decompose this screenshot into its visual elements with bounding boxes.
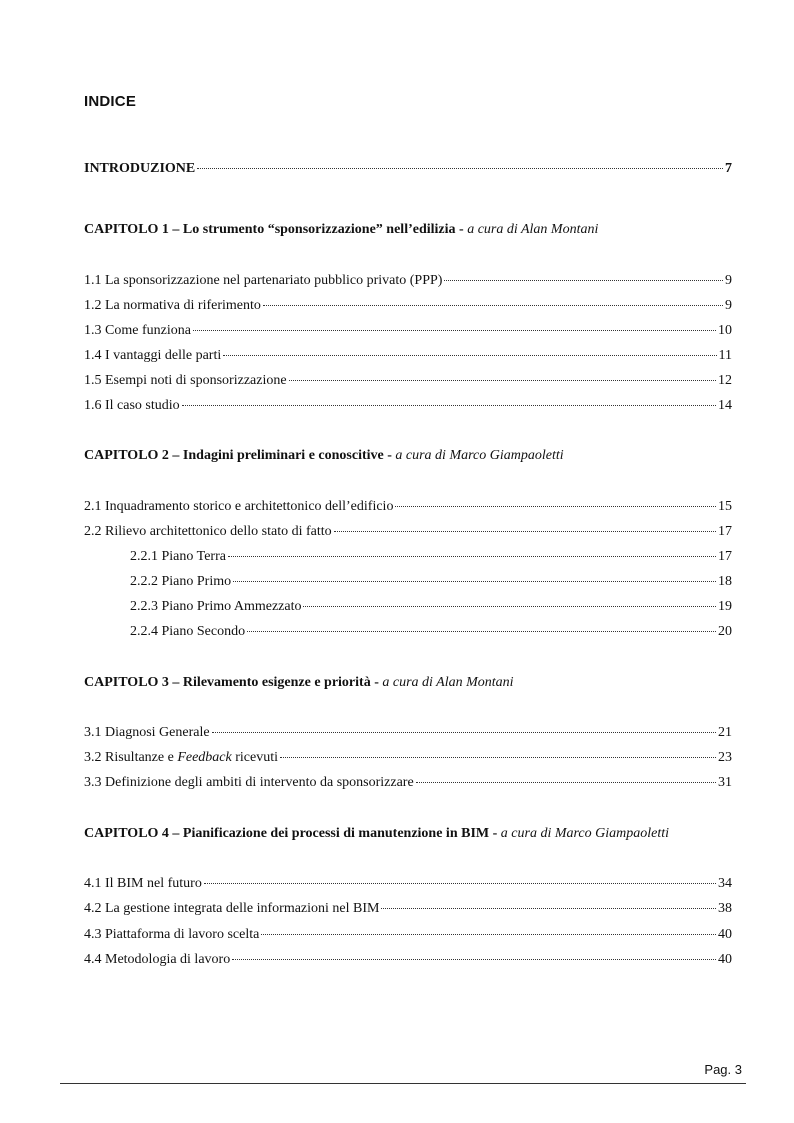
toc-page-number: 40	[718, 952, 732, 967]
chapter-author: a cura di Alan Montani	[382, 675, 514, 690]
dot-leader	[381, 907, 716, 909]
toc-entry-label: 1.2 La normativa di riferimento	[84, 298, 261, 313]
dot-leader	[261, 933, 716, 935]
toc-subentry[interactable]	[130, 598, 732, 616]
dot-leader	[204, 882, 716, 884]
chapter-title: CAPITOLO 3 – Rilevamento esigenze e priorità -	[84, 675, 383, 690]
toc-entry[interactable]	[84, 322, 732, 340]
toc-entry-label: 3.3 Definizione degli ambiti di intervento da sponsorizzare	[84, 775, 414, 790]
toc-page-number: 7	[725, 161, 732, 176]
chapter-heading-4	[84, 825, 744, 843]
toc-entry[interactable]	[84, 926, 732, 944]
toc-entry-label: 4.1 Il BIM nel futuro	[84, 876, 202, 891]
toc-page-number: 20	[718, 624, 732, 639]
toc-page-number: 17	[718, 549, 732, 564]
dot-leader	[334, 530, 716, 532]
toc-entry[interactable]	[84, 347, 732, 365]
toc-page-number: 19	[718, 599, 732, 614]
toc-entry-label: 2.2 Rilievo architettonico dello stato di fatto	[84, 524, 332, 539]
toc-page-number: 31	[718, 775, 732, 790]
toc-page-number: 21	[718, 725, 732, 740]
toc-subentry[interactable]	[130, 573, 732, 591]
toc-entry-label: 2.2.1 Piano Terra	[130, 549, 226, 564]
toc-entry[interactable]	[84, 297, 732, 315]
toc-entry-label: INTRODUZIONE	[84, 161, 196, 176]
toc-subentry[interactable]	[130, 548, 732, 566]
toc-page-number: 9	[725, 273, 732, 288]
toc-page-number: 38	[718, 901, 732, 916]
toc-entry-label: 2.2.2 Piano Primo	[130, 574, 232, 589]
chapter-heading-2	[84, 447, 744, 465]
toc-page-number: 10	[718, 323, 732, 338]
toc-entry-label: 1.4 I vantaggi delle parti	[84, 348, 222, 363]
toc-entry-label: 1.3 Come funziona	[84, 323, 191, 338]
toc-entry[interactable]	[84, 951, 732, 969]
footer-page-number: Pag. 3	[704, 1062, 742, 1077]
toc-page-number: 18	[718, 574, 732, 589]
dot-leader	[212, 731, 716, 733]
chapter-title: CAPITOLO 1 – Lo strumento “sponsorizzazione” nell’edilizia -	[84, 222, 468, 237]
chapter-heading-1	[84, 221, 744, 239]
toc-entry[interactable]	[84, 749, 732, 767]
toc-page-number: 34	[718, 876, 732, 891]
toc-page-number: 17	[718, 524, 732, 539]
toc-entry-label: 4.2 La gestione integrata delle informazioni nel BIM	[84, 901, 380, 916]
toc-entry-label: 3.1 Diagnosi Generale	[84, 725, 210, 740]
toc-entry-introduzione[interactable]	[84, 160, 732, 178]
toc-entry[interactable]	[84, 498, 732, 516]
page-title: INDICE	[84, 93, 137, 110]
dot-leader	[232, 958, 716, 960]
toc-page-number: 12	[718, 373, 732, 388]
dot-leader	[182, 404, 716, 406]
toc-entry[interactable]	[84, 397, 732, 415]
toc-subentry[interactable]	[130, 623, 732, 641]
toc-entry-label-text: ricevuti	[231, 750, 278, 765]
dot-leader	[263, 304, 723, 306]
toc-page-number: 9	[725, 298, 732, 313]
toc-entry[interactable]	[84, 900, 732, 918]
toc-entry-label: 1.5 Esempi noti di sponsorizzazione	[84, 373, 287, 388]
toc-entry-label-text: 3.2 Risultanze e	[84, 750, 178, 765]
toc-entry-label: 1.1 La sponsorizzazione nel partenariato pubblico privato (PPP)	[84, 273, 443, 288]
chapter-title: CAPITOLO 2 – Indagini preliminari e conoscitive -	[84, 448, 396, 463]
toc-entry-label: 2.2.3 Piano Primo Ammezzato	[130, 599, 302, 614]
toc-page-number: 23	[718, 750, 732, 765]
dot-leader	[280, 756, 716, 758]
dot-leader	[223, 354, 716, 356]
dot-leader	[228, 555, 716, 557]
chapter-author: a cura di Alan Montani	[467, 222, 599, 237]
chapter-title: CAPITOLO 4 – Pianificazione dei processi di manutenzione in BIM -	[84, 826, 501, 841]
toc-page-number: 11	[718, 348, 732, 363]
dot-leader	[444, 279, 723, 281]
chapter-heading-3	[84, 674, 744, 692]
toc-entry[interactable]	[84, 372, 732, 390]
chapter-author: a cura di Marco Giampaoletti	[500, 826, 670, 841]
toc-entry-label: 1.6 Il caso studio	[84, 398, 180, 413]
toc-entry-label: 4.3 Piattaforma di lavoro scelta	[84, 927, 260, 942]
toc-entry-label-emphasis: Feedback	[177, 750, 232, 765]
dot-leader	[416, 781, 716, 783]
dot-leader	[395, 505, 716, 507]
toc-entry[interactable]	[84, 774, 732, 792]
dot-leader	[303, 605, 716, 607]
footer-divider	[60, 1083, 746, 1084]
toc-entry[interactable]	[84, 875, 732, 893]
toc-entry[interactable]	[84, 523, 732, 541]
dot-leader	[289, 379, 716, 381]
toc-entry-label: 2.1 Inquadramento storico e architettonico dell’edificio	[84, 499, 394, 514]
toc-page-number: 40	[718, 927, 732, 942]
toc-page-number: 15	[718, 499, 732, 514]
toc-entry[interactable]	[84, 724, 732, 742]
chapter-author: a cura di Marco Giampaoletti	[395, 448, 564, 463]
toc-entry[interactable]	[84, 272, 732, 290]
dot-leader	[233, 580, 716, 582]
toc-page-number: 14	[718, 398, 732, 413]
dot-leader	[193, 329, 716, 331]
toc-entry-label	[84, 749, 278, 767]
toc-entry-label: 2.2.4 Piano Secondo	[130, 624, 246, 639]
dot-leader	[247, 630, 716, 632]
dot-leader	[197, 167, 723, 169]
toc-entry-label: 4.4 Metodologia di lavoro	[84, 952, 231, 967]
